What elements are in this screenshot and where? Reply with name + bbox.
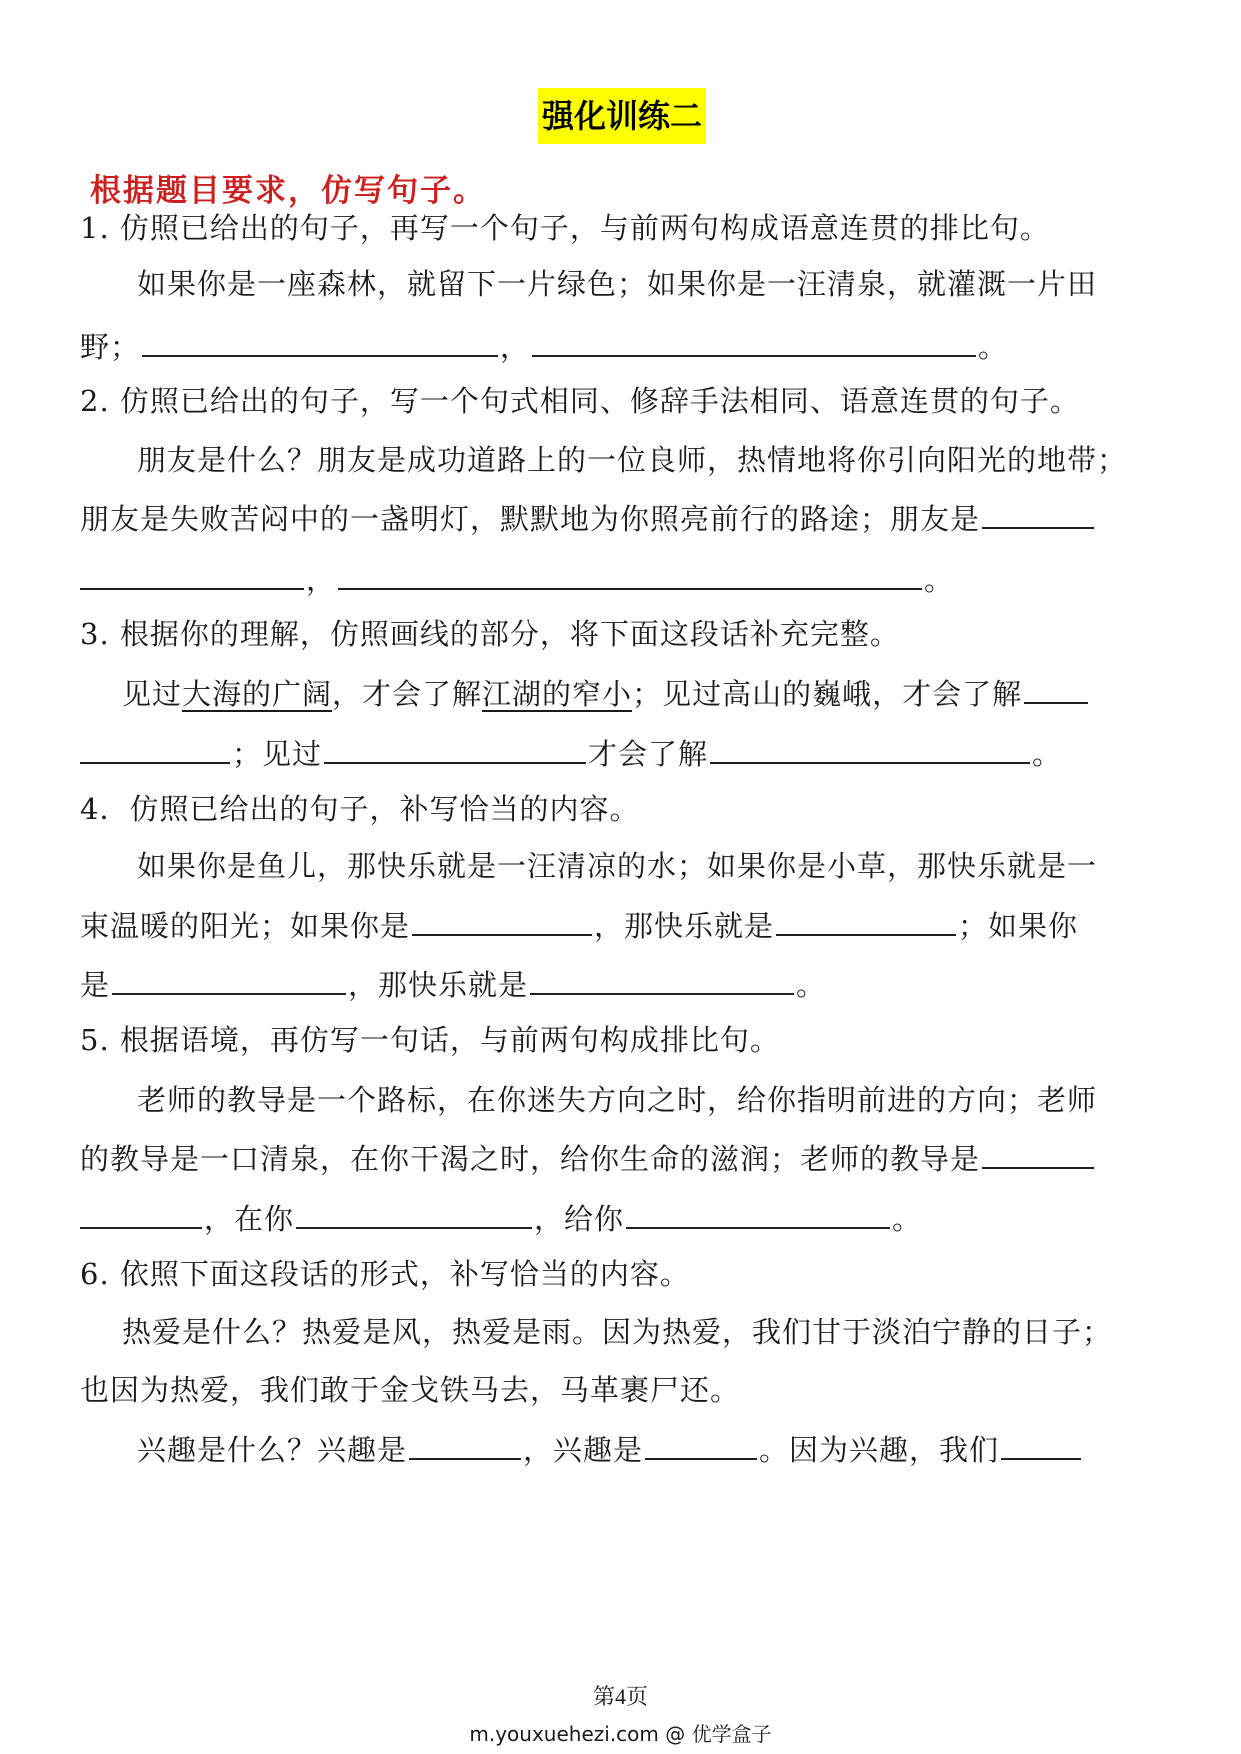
text-segment: ；见过高山的巍峨，才会了解 — [632, 677, 1023, 711]
question-1-text-line-1: 如果你是一座森林，就留下一片绿色；如果你是一汪清泉，就灌溉一片田 — [137, 267, 1098, 301]
question-4-text-line-1: 如果你是鱼儿，那快乐就是一汪清凉的水；如果你是小草，那快乐就是一 — [137, 849, 1098, 883]
text-segment: 的教导是一口清泉，在你干渴之时，给你生命的滋润；老师的教导是 — [80, 1142, 981, 1176]
answer-blank[interactable] — [530, 963, 794, 995]
text-segment: 朋友是失败苦闷中的一盏明灯，默默地为你照亮前行的路途；朋友是 — [80, 502, 981, 536]
page-number: 第4页 — [592, 1684, 648, 1709]
question-1-text-line-2 — [80, 325, 1008, 367]
answer-blank[interactable] — [1001, 1428, 1081, 1460]
text-segment: ；如果你 — [958, 909, 1079, 943]
text-segment: 。 — [1032, 737, 1063, 771]
question-5-text-line-3 — [80, 1197, 922, 1239]
answer-blank[interactable] — [982, 1137, 1094, 1169]
text-segment: ，才会了解 — [332, 677, 483, 711]
text-segment: 束温暖的阳光；如果你是 — [80, 909, 411, 943]
question-5-prompt: 5. 根据语境，再仿写一句话，与前两句构成排比句。 — [80, 1023, 780, 1057]
answer-blank[interactable] — [112, 963, 346, 995]
underlined-example: 江湖的窄小 — [482, 677, 633, 711]
question-5-text-line-1: 老师的教导是一个路标，在你迷失方向之时，给你指明前进的方向；老师 — [137, 1083, 1098, 1117]
answer-blank[interactable] — [1024, 672, 1088, 704]
question-2-text-line-2 — [80, 497, 1096, 539]
answer-blank[interactable] — [645, 1428, 757, 1460]
question-5-text-line-2 — [80, 1137, 1096, 1179]
answer-blank[interactable] — [338, 558, 922, 590]
question-3-text-line-2 — [80, 732, 1062, 774]
text-segment: 。因为兴趣，我们 — [759, 1433, 1000, 1467]
question-6-text-line-2: 也因为热爱，我们敢于金戈铁马去，马革裹尸还。 — [80, 1373, 741, 1407]
text-segment: ，那快乐就是 — [348, 968, 529, 1002]
text-segment: ；见过 — [232, 737, 323, 771]
question-4-prompt: 4．仿照已给出的句子，补写恰当的内容。 — [80, 792, 640, 826]
text-segment: 。 — [978, 330, 1009, 364]
instruction: 根据题目要求，仿写句子。 — [90, 173, 486, 209]
question-2-text-line-3 — [80, 558, 954, 600]
text-segment: 野； — [80, 330, 141, 364]
question-6-text-line-3 — [137, 1428, 1083, 1470]
question-2-prompt: 2. 仿照已给出的句子，写一个句式相同、修辞手法相同、语意连贯的句子。 — [80, 384, 1080, 418]
text-segment: 是 — [80, 968, 111, 1002]
answer-blank[interactable] — [409, 1428, 521, 1460]
text-segment: ，兴趣是 — [523, 1433, 644, 1467]
answer-blank[interactable] — [532, 325, 976, 357]
question-3-text-line-1 — [122, 672, 1090, 714]
text-segment: 才会了解 — [588, 737, 709, 771]
answer-blank[interactable] — [296, 1197, 532, 1229]
answer-blank[interactable] — [626, 1197, 890, 1229]
underlined-example: 大海的广阔 — [182, 677, 333, 711]
text-segment: ， — [306, 563, 337, 597]
question-2-text-line-1: 朋友是什么？朋友是成功道路上的一位良师，热情地将你引向阳光的地带； — [137, 443, 1128, 477]
answer-blank[interactable] — [80, 1197, 202, 1229]
text-segment: ，给你 — [534, 1202, 625, 1236]
text-segment: ， — [500, 330, 531, 364]
answer-blank[interactable] — [982, 497, 1094, 529]
answer-blank[interactable] — [412, 904, 592, 936]
answer-blank[interactable] — [80, 558, 304, 590]
answer-blank[interactable] — [80, 732, 230, 764]
site-watermark: m.youxuehezi.com @ 优学盒子 — [469, 1722, 772, 1746]
text-segment: ，在你 — [204, 1202, 295, 1236]
answer-blank[interactable] — [142, 325, 498, 357]
text-segment: 。 — [892, 1202, 923, 1236]
question-1-prompt: 1. 仿照已给出的句子，再写一个句子，与前两句构成语意连贯的排比句。 — [80, 211, 1050, 245]
text-segment: 兴趣是什么？兴趣是 — [137, 1433, 408, 1467]
answer-blank[interactable] — [324, 732, 586, 764]
question-6-text-line-1: 热爱是什么？热爱是风，热爱是雨。因为热爱，我们甘于淡泊宁静的日子； — [122, 1315, 1113, 1349]
text-segment: 。 — [796, 968, 827, 1002]
answer-blank[interactable] — [710, 732, 1030, 764]
text-segment: ，那快乐就是 — [594, 909, 775, 943]
text-segment: 见过 — [122, 677, 183, 711]
page-title: 强化训练二 — [538, 88, 706, 144]
question-3-prompt: 3. 根据你的理解，仿照画线的部分，将下面这段话补充完整。 — [80, 617, 900, 651]
text-segment: 。 — [924, 563, 955, 597]
question-4-text-line-2 — [80, 904, 1078, 946]
question-6-prompt: 6. 依照下面这段话的形式，补写恰当的内容。 — [80, 1257, 690, 1291]
question-4-text-line-3 — [80, 963, 826, 1005]
answer-blank[interactable] — [776, 904, 956, 936]
